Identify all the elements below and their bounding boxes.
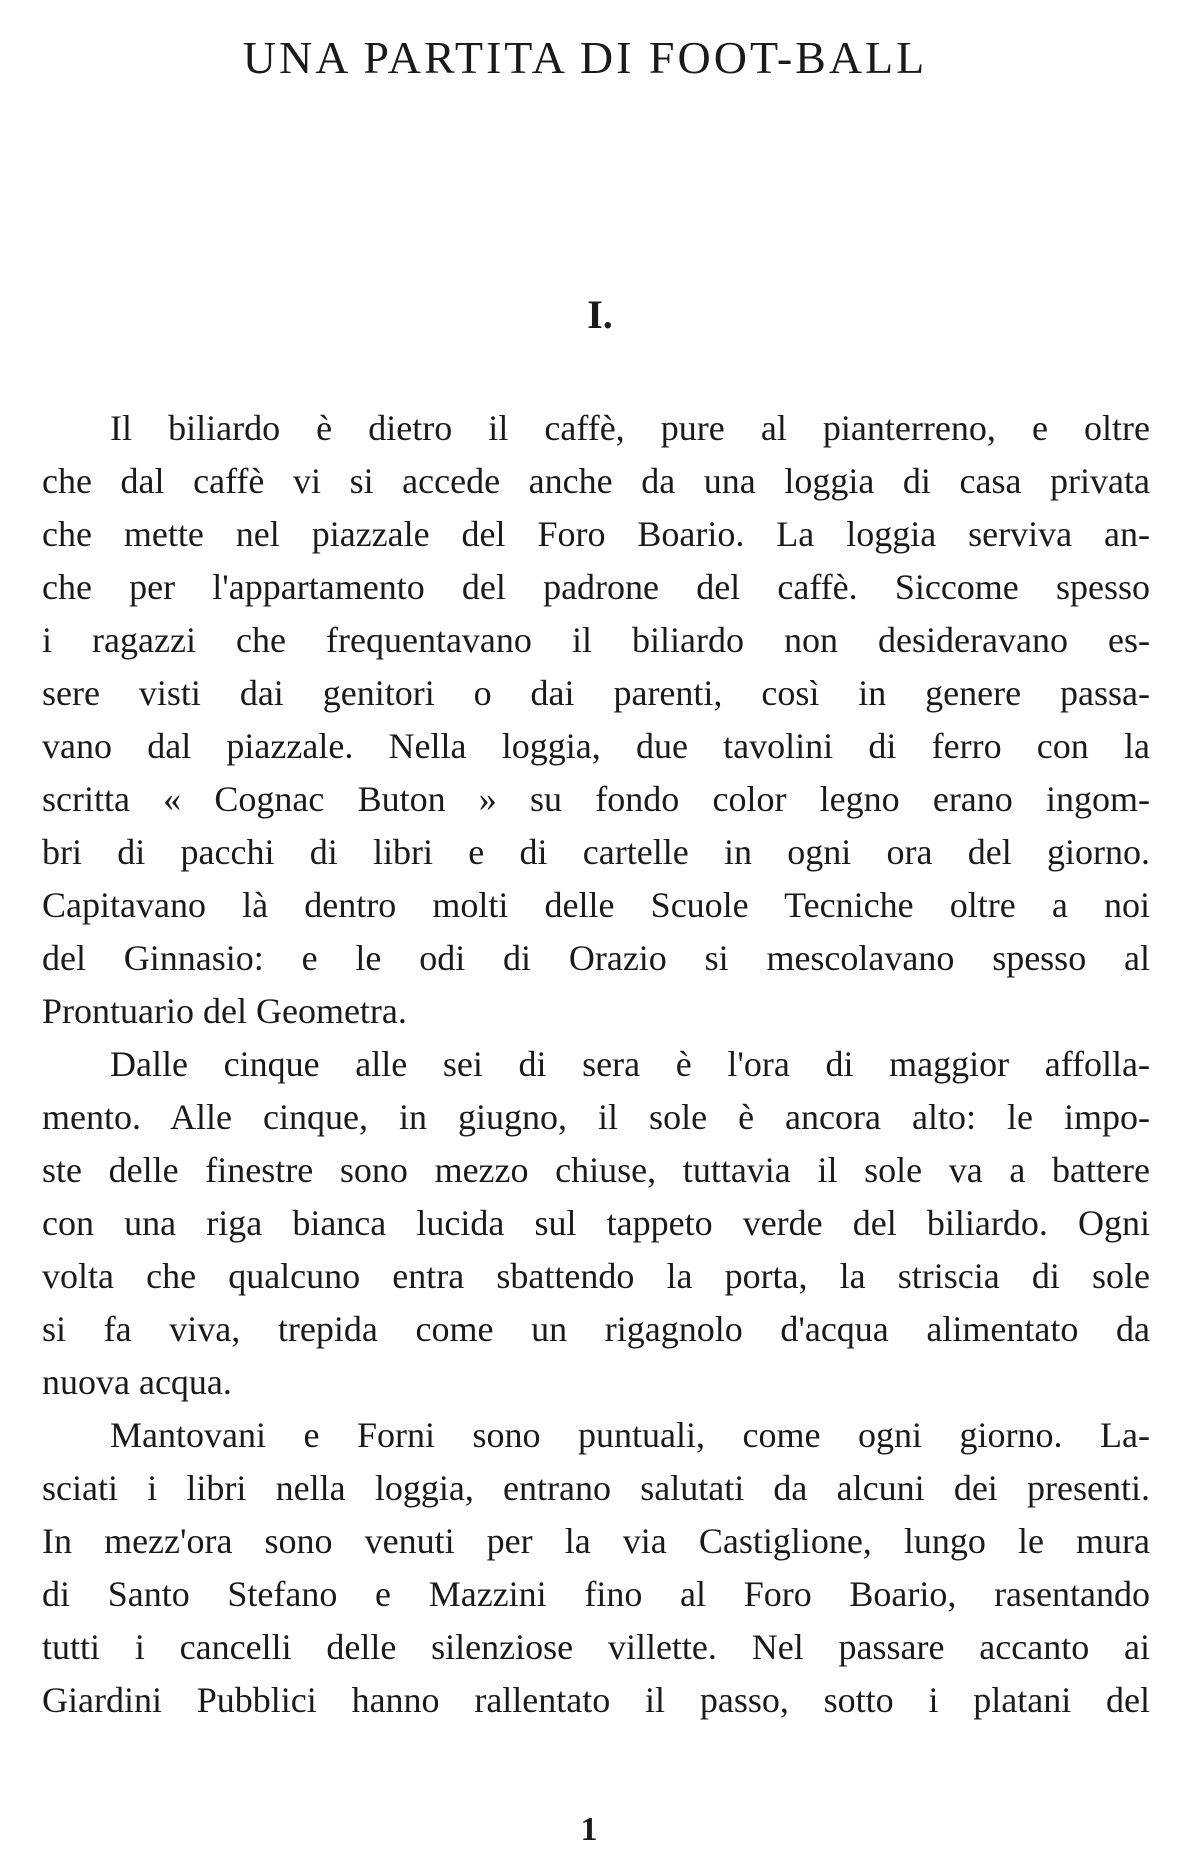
text-line: Capitavano là dentro molti delle Scuole Tecniche oltre a noi [42,885,1150,925]
text-line: si fa viva, trepida come un rigagnolo d'acqua alimentato da [42,1309,1150,1349]
text-line: nuova acqua. [42,1362,232,1402]
text-line: Giardini Pubblici hanno rallentato il passo, sotto i platani del [42,1680,1150,1720]
chapter-heading: I. [587,292,613,337]
text-line: che mette nel piazzale del Foro Boario. La loggia serviva an- [42,514,1150,554]
text-line: mento. Alle cinque, in giugno, il sole è ancora alto: le impo- [42,1097,1150,1137]
text-line: vano dal piazzale. Nella loggia, due tavolini di ferro con la [42,726,1150,766]
text-line: volta che qualcuno entra sbattendo la porta, la striscia di sole [42,1256,1150,1296]
text-line: con una riga bianca lucida sul tappeto verde del biliardo. Ogni [42,1203,1150,1243]
text-line: tutti i cancelli delle silenziose villette. Nel passare accanto ai [42,1627,1150,1667]
text-line: i ragazzi che frequentavano il biliardo non desideravano es- [42,620,1150,660]
text-line: Prontuario del Geometra. [42,991,407,1031]
text-line: In mezz'ora sono venuti per la via Castiglione, lungo le mura [42,1521,1150,1561]
text-line: sciati i libri nella loggia, entrano salutati da alcuni dei presenti. [42,1468,1150,1508]
text-line: sere visti dai genitori o dai parenti, così in genere passa- [42,673,1150,713]
text-line: che dal caffè vi si accede anche da una loggia di casa privata [42,461,1150,501]
body-text [42,402,1150,1727]
text-line: Dalle cinque alle sei di sera è l'ora di maggior affolla- [110,1044,1150,1084]
text-line: scritta « Cognac Buton » su fondo color legno erano ingom- [42,779,1150,819]
page-title: UNA PARTITA DI FOOT-BALL [242,32,928,83]
text-line: Mantovani e Forni sono puntuali, come ogni giorno. La- [110,1415,1150,1455]
text-line: del Ginnasio: e le odi di Orazio si mescolavano spesso al [42,938,1150,978]
text-line: di Santo Stefano e Mazzini fino al Foro Boario, rasentando [42,1574,1150,1614]
text-line: ste delle finestre sono mezzo chiuse, tuttavia il sole va a battere [42,1150,1150,1190]
page-number: 1 [580,1811,598,1848]
text-line: bri di pacchi di libri e di cartelle in ogni ora del giorno. [42,832,1150,872]
text-line: che per l'appartamento del padrone del caffè. Siccome spesso [42,567,1150,607]
text-line: Il biliardo è dietro il caffè, pure al pianterreno, e oltre [110,408,1150,448]
